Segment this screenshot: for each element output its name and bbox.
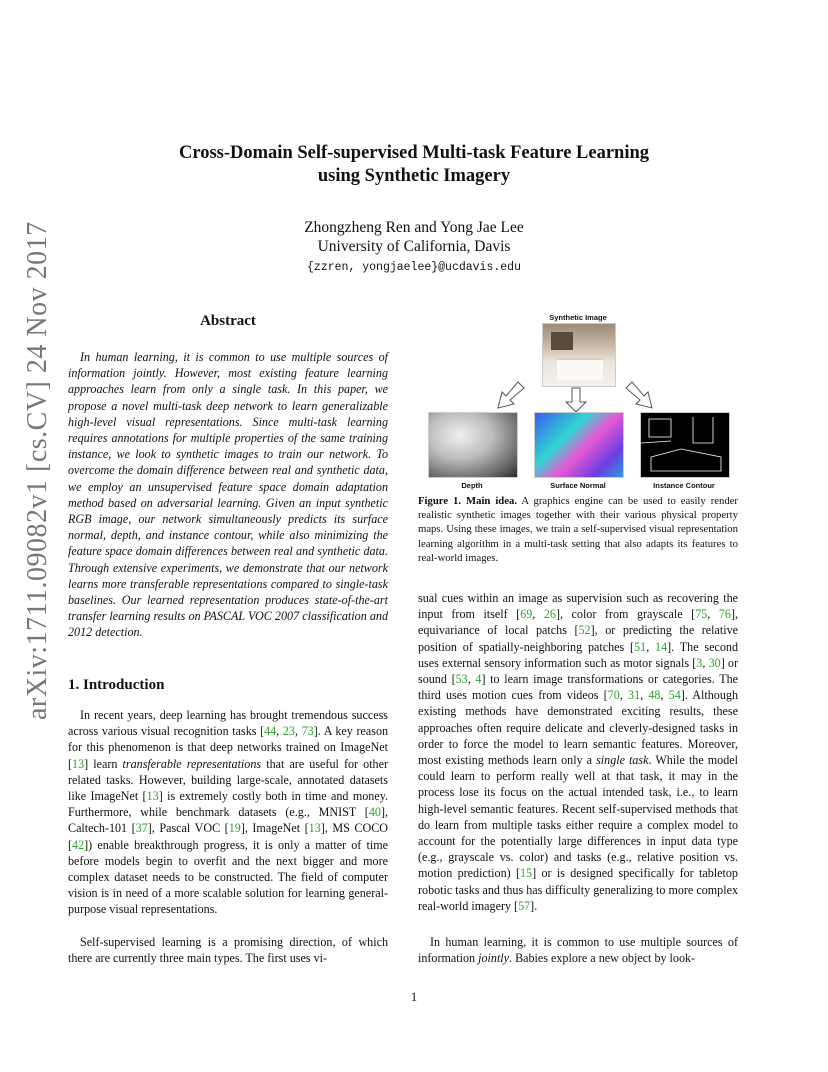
email[interactable]: {zzren, yongjaelee}@ucdavis.edu (307, 261, 521, 274)
arrows (418, 310, 738, 420)
author-block (0, 218, 828, 256)
arrow-left-icon (498, 382, 524, 408)
paper-title (0, 142, 828, 188)
title-line-1: Cross-Domain Self-supervised Multi-task Feature Learning (178, 143, 650, 163)
right-paragraph-1: sual cues within an image as supervision such as recovering the input from itself [69, 26], color from grayscale [75, 76], equivariance of local patchs [52], or predicting the relative position of spatially-neighboring patches [51, 14]. The second uses external sensory information such as motor signals [3, 30] or sound [53, 4] to learn image transformations or categories. The third uses motion cues from videos [70, 31, 48, 54]. Although existing methods have demonstrated exciting results, these approaches often require delicate and cleverly-designed tasks in order to force the model to learn semantic features. Moreover, most existing methods learn only a single task. While the model could learn to perform really well at that task, it may in the process lose its focus on the actual intended task, i.e., to learn high-level semantic features. Recent self-supervised methods that do learn from multiple tasks either require a complex model to account for the potentially large differences in input data type (e.g., grayscale vs. color) and tasks (e.g., relative position vs. motion prediction) [15] or is designed specifically for tabletop robotic tasks and thus has difficulty generalizing to more complex real-world imagery [57]. (418, 591, 739, 913)
instance-contour-map (640, 412, 730, 478)
contour-lines (641, 413, 729, 477)
figure-1 (418, 310, 738, 492)
surface-normal-map (534, 412, 624, 478)
synthetic-image-label: Synthetic Image (549, 313, 607, 322)
arrow-right-icon (626, 382, 652, 408)
depth-label: Depth (461, 481, 483, 490)
page-number: 1 (410, 990, 418, 1004)
right-paragraph-2: In human learning, it is common to use multiple sources of information jointly. Babies explore a new object by look- (418, 935, 738, 966)
arrow-down-icon (566, 388, 586, 412)
authors: Zhongzheng Ren and Yong Jae Lee (304, 219, 524, 236)
abstract-heading: Abstract (200, 313, 256, 329)
intro-paragraph-1: In recent years, deep learning has brought tremendous success across various visual recognition tasks [44, 23, 73]. A key reason for this phenomenon is that deep networks trained on ImageNet [13] learn transferable representations that are useful for other related tasks. However, building large-scale, annotated datasets like ImageNet [13] is extremely costly both in time and money. Furthermore, while benchmark datasets (e.g., MNIST [40], Caltech-101 [37], Pascal VOC [19], ImageNet [13], MS COCO [42]) enable breakthrough progress, it is only a matter of time before models begin to overfit and the next bigger and more complex dataset needs to be constructed. The field of computer vision is in need of a more scalable solution for learning general-purpose visual representations. (68, 708, 389, 917)
caption-title: Figure 1. Main idea. (418, 495, 518, 507)
intro-heading: 1. Introduction (68, 677, 165, 693)
surface-normal-label: Surface Normal (550, 481, 606, 490)
instance-contour-label: Instance Contour (653, 481, 715, 490)
intro-paragraph-2: Self-supervised learning is a promising direction, of which there are currently three main types. The first uses vi- (68, 935, 388, 966)
abstract-text: In human learning, it is common to use multiple sources of information jointly. However, most existing feature learning approaches learn from only a single task. In this paper, we propose a novel multi-task deep network to learn generalizable high-level visual representations. Since multi-task learning requires annotations for multiple properties of the same training instance, we look to synthetic images to train our network. To overcome the domain difference between real and synthetic data, we employ an unsupervised feature space domain adaptation method based on adversarial learning. Given an input synthetic RGB image, our network simultaneously predicts its surface normal, depth, and instance contour, while also minimizing the feature space domain differences between real and synthetic data. Through extensive experiments, we demonstrate that our network learns more transferable representations compared to single-task baselines. Our learned representation produces state-of-the-art transfer learning results on PASCAL VOC 2007 classification and 2012 detection. (68, 350, 388, 640)
title-line-2: using Synthetic Imagery (317, 166, 511, 186)
depth-map (428, 412, 518, 478)
affiliation: University of California, Davis (317, 238, 511, 255)
caption-text: A graphics engine can be used to easily render realistic synthetic images together with their various physical property maps. Using these images, we train a self-supervised visual representation learning algorithm in a multi-task setting that also adapts its features to real-world images. (418, 495, 738, 564)
figure-caption (418, 494, 738, 565)
arxiv-side-label: arXiv:1711.09082v1 [cs.CV] 24 Nov 2017 (22, 221, 53, 720)
